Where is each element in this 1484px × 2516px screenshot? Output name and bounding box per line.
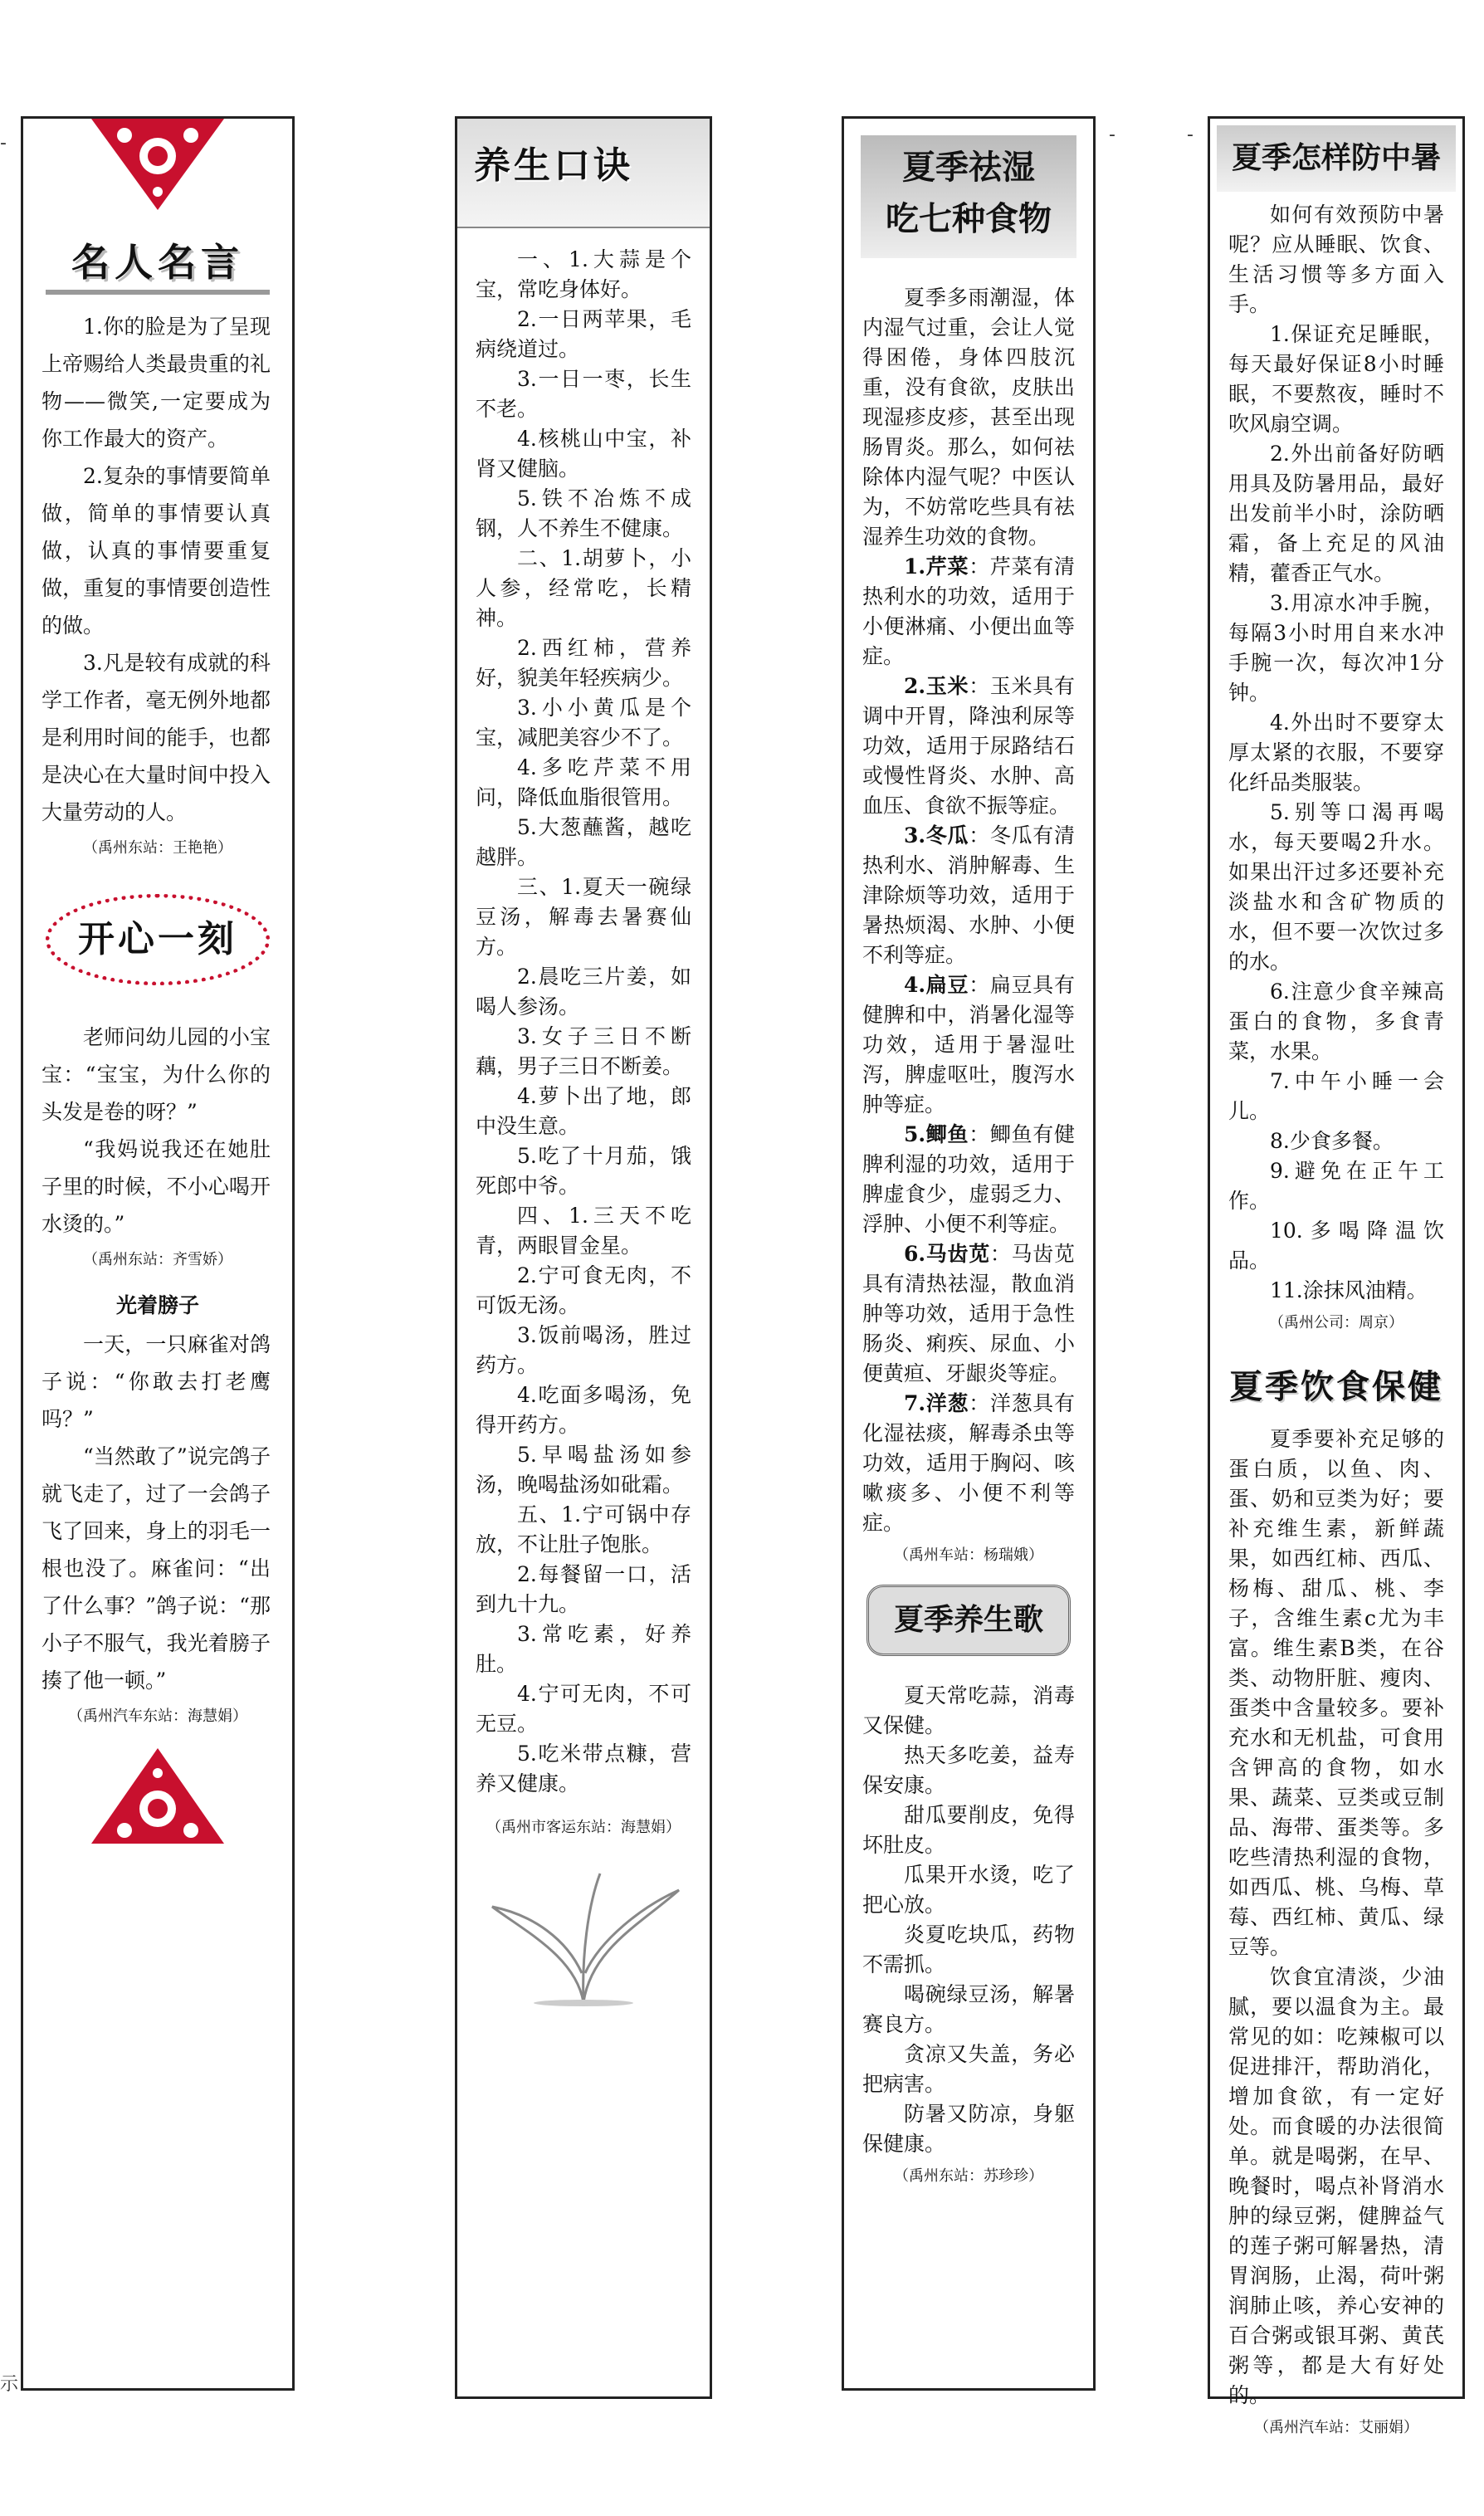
crop-mark: -: [1187, 125, 1194, 145]
rhyme-line: 4.核桃山中宝，补肾又健脑。: [476, 427, 691, 481]
food-item: [862, 821, 1075, 970]
rhyme-line: 3.小小黄瓜是个宝，减肥美容少不了。: [476, 696, 691, 750]
plant-illustration-icon: [476, 1857, 691, 2006]
rhyme-line: 3.女子三日不断藕，男子三日不断姜。: [476, 1024, 691, 1078]
tip: 7.中午小睡一会儿。: [1228, 1069, 1444, 1123]
rhyme-line: 4.多吃芹菜不用问，降低血脂很管用。: [476, 755, 691, 809]
food-name: 3.冬瓜: [904, 823, 969, 848]
red-ornament-icon: [91, 1744, 224, 1844]
quote-3: 3.凡是较有成就的科学工作者，毫无例外地都是利用时间的能手，也都是决心在大量时间中投入大量劳动的人。: [41, 651, 271, 824]
food-item: [862, 970, 1075, 1120]
joke2-line: “当然敢了”说完鸽子就飞走了，过了一会鸽子飞了回来，身上的羽毛一根也没了。麻雀问：“出了什么事？”鸽子说：“那小子不服气，我光着膀子揍了他一顿。”: [41, 1444, 271, 1693]
tip: 6.注意少食辛辣高蛋白的食物，多食青菜，水果。: [1228, 980, 1444, 1063]
food-text: ：鲫鱼有健脾利湿的功效，适用于脾虚食少，虚弱乏力、浮肿、小便不利等症。: [862, 1122, 1075, 1236]
intro-paragraph: 如何有效预防中暑呢？应从睡眠、饮食、生活习惯等多方面入手。: [1228, 203, 1444, 316]
rhyme-line: 5.吃了十月茄，饿死郎中爷。: [476, 1144, 691, 1198]
red-ornament-icon: [91, 119, 224, 218]
section-title-line1: 夏季祛湿: [902, 149, 1035, 187]
foods-source: （禹州车站：杨瑞娥）: [894, 1546, 1043, 1564]
food-text: ：芹菜有清热利水的功效，适用于小便淋痛、小便出血等症。: [862, 554, 1075, 668]
intro-paragraph: 夏季多雨潮湿，体内湿气过重，会让人觉得困倦，身体四肢沉重，没有食欲，皮肤出现湿疹皮疹，甚至出现肠胃炎。那么，如何祛除体内湿气呢？中医认为，不妨常吃些具有祛湿养生功效的食物。: [862, 286, 1075, 549]
food-name: 4.扁豆: [904, 973, 969, 997]
rhyme-line: 2.晨吃三片姜，如喝人参汤。: [476, 965, 691, 1019]
tip: 10.多喝降温饮品。: [1228, 1219, 1444, 1273]
section-title-famous-quotes: 名人名言: [46, 235, 270, 295]
title-banner: [861, 135, 1076, 258]
diet-paragraph: 饮食宜清淡，少油腻，要以温食为主。最常见的如：吃辣椒可以促进排汗，帮助消化，增加食欲，有一定好处。而食暖的办法很简单。就是喝粥，在早、晚餐时，喝点补肾消水肿的绿豆粥，健脾益气的莲子粥可解暑热，清胃润肠，止渴，荷叶粥润肺止咳，养心安神的百合粥或银耳粥、黄芪粥等，都是大有好处的。: [1228, 1965, 1444, 2407]
crop-mark: -: [0, 133, 7, 154]
rhyme-line: 2.每餐留一口，活到九十九。: [476, 1562, 691, 1616]
food-name: 6.马齿苋: [904, 1242, 990, 1266]
food-name: 7.洋葱: [904, 1391, 969, 1415]
food-text: ：玉米具有调中开胃，降浊利尿等功效，适用于尿路结石或慢性肾炎、水肿、高血压、食欲不振等症。: [862, 674, 1075, 818]
margin-mark: 示: [0, 2374, 19, 2395]
tip: 1.保证充足睡眠，每天最好保证8小时睡眠，不要熬夜，睡时不吹风扇空调。: [1228, 322, 1444, 436]
song-line: 炎夏吃块瓜，药物不需抓。: [862, 1922, 1075, 1976]
song-line: 瓜果开水烫，吃了把心放。: [862, 1863, 1075, 1917]
food-text: ：洋葱具有化湿祛痰，解毒杀虫等功效，适用于胸闷、咳嗽痰多、小便不利等症。: [862, 1391, 1075, 1535]
food-item: [862, 552, 1075, 672]
rhyme-line: 2.一日两苹果，毛病绕道过。: [476, 307, 691, 361]
rhyme-line: 4.萝卜出了地，郎中没生意。: [476, 1084, 691, 1138]
food-text: ：冬瓜有清热利水、消肿解毒、生津除烦等功效，适用于暑热烦渴、水肿、小便不利等症。: [862, 823, 1075, 967]
title-banner: [1217, 125, 1456, 192]
rhyme-line: 2.西红柿，营养好，貌美年轻疾病少。: [476, 636, 691, 690]
heatstroke-source: （禹州公司：周京）: [1269, 1314, 1403, 1331]
song-line: 贪凉又失盖，务必把病害。: [862, 2042, 1075, 2096]
joke1-line: “我妈说我还在她肚子里的时候，不小心喝开水烫的。”: [41, 1137, 271, 1236]
joke1-source: （禹州东站：齐雪娇）: [83, 1251, 232, 1268]
rhyme-line: 四、1.三天不吃青，两眼冒金星。: [476, 1204, 691, 1258]
quote-1: 1.你的脸是为了呈现上帝赐给人类最贵重的礼物——微笑,一定要成为你工作最大的资产。: [41, 315, 271, 451]
tip: 8.少食多餐。: [1270, 1129, 1394, 1153]
rhyme-line: 3.一日一枣，长生不老。: [476, 367, 691, 421]
rhyme-line: 一、1.大蒜是个宝，常吃身体好。: [476, 247, 691, 301]
title-banner: [457, 119, 710, 228]
food-text: ：马齿苋具有清热祛湿，散血消肿等功效，适用于急性肠炎、痢疾、尿血、小便黄疸、牙龈炎等症。: [862, 1242, 1075, 1385]
quote-2: 2.复杂的事情要简单做，简单的事情要认真做，认真的事情要重复做，重复的事情要创造性的做。: [41, 464, 271, 638]
food-item: [862, 1120, 1075, 1239]
section-title-summer-song: 夏季养生歌: [866, 1585, 1071, 1656]
food-name: 1.芹菜: [904, 554, 969, 579]
rhymes-source: （禹州市客运东站：海慧娟）: [486, 1819, 681, 1836]
section-title-fun-moment: 开心一刻: [46, 894, 270, 985]
tip: 3.用凉水冲手腕，每隔3小时用自来水冲手腕一次，每次冲1分钟。: [1228, 591, 1444, 705]
joke1-line: 老师问幼儿园的小宝宝：“宝宝，为什么你的头发是卷的呀？”: [41, 1025, 271, 1124]
rhyme-line: 2.宁可食无肉，不可饭无汤。: [476, 1263, 691, 1317]
rhyme-line: 3.常吃素，好养肚。: [476, 1622, 691, 1676]
rhyme-line: 3.饭前喝汤，胜过药方。: [476, 1323, 691, 1377]
quotes-source: （禹州东站：王艳艳）: [83, 839, 232, 857]
column-famous-quotes: [21, 116, 295, 2391]
song-line: 夏天常吃蒜，消毒又保健。: [862, 1683, 1075, 1737]
section-title-diet: 夏季饮食保健: [1229, 1368, 1443, 1406]
section-title-health-rhymes: 养生口诀: [474, 144, 633, 187]
rhyme-line: 5.吃米带点糠，营养又健康。: [476, 1742, 691, 1795]
food-text: ：扁豆具有健脾和中，消暑化湿等功效，适用于暑湿吐泻，脾虚呕吐，腹泻水肿等症。: [862, 973, 1075, 1116]
food-item: [862, 1239, 1075, 1389]
tip: 11.涂抹风油精。: [1270, 1278, 1428, 1302]
joke2-title: 光着膀子: [115, 1293, 199, 1317]
song-source: （禹州东站：苏珍珍）: [894, 2167, 1043, 2185]
rhyme-line: 4.吃面多喝汤，免得开药方。: [476, 1383, 691, 1437]
joke2-line: 一天，一只麻雀对鸽子说：“你敢去打老鹰吗？”: [41, 1332, 271, 1431]
section-title-heatstroke: 夏季怎样防中暑: [1231, 141, 1441, 175]
section-title-line2: 吃七种食物: [886, 200, 1052, 238]
food-item: [862, 672, 1075, 821]
rhyme-line: 三、1.夏天一碗绿豆汤，解毒去暑赛仙方。: [476, 875, 691, 959]
rhyme-line: 5.铁不冶炼不成钢，人不养生不健康。: [476, 486, 691, 540]
tip: 4.外出时不要穿太厚太紧的衣服，不要穿化纤品类服装。: [1228, 711, 1444, 794]
crop-mark: -: [1109, 125, 1115, 145]
column-dampness-foods: [842, 116, 1096, 2391]
rhyme-line: 5.大葱蘸酱，越吃越胖。: [476, 815, 691, 869]
food-name: 5.鲫鱼: [904, 1122, 969, 1146]
column-heatstroke: [1208, 116, 1465, 2436]
rhyme-line: 五、1.宁可锅中存放，不让肚子饱胀。: [476, 1502, 691, 1556]
tip: 5.别等口渴再喝水，每天要喝2升水。如果出汗过多还要补充淡盐水和含矿物质的水，但不要一次饮过多的水。: [1228, 800, 1444, 974]
song-line: 防暑又防凉，身躯保健康。: [862, 2102, 1075, 2156]
song-line: 热天多吃姜，益寿保安康。: [862, 1743, 1075, 1797]
rhyme-line: 5.早喝盐汤如参汤，晚喝盐汤如砒霜。: [476, 1443, 691, 1497]
rhyme-line: 二、1.胡萝卜，小人参，经常吃，长精神。: [476, 546, 691, 630]
rhyme-line: 4.宁可无肉，不可无豆。: [476, 1682, 691, 1736]
tip: 2.外出前备好防晒用具及防暑用品，最好出发前半小时，涂防晒霜，备上充足的风油精，藿香正气水。: [1228, 442, 1444, 585]
food-name: 2.玉米: [904, 674, 969, 698]
diet-source: （禹州汽车站：艾丽娟）: [1254, 2419, 1418, 2436]
food-item: [862, 1389, 1075, 1538]
song-line: 喝碗绿豆汤，解暑赛良方。: [862, 1982, 1075, 2036]
joke2-source: （禹州汽车东站：海慧娟）: [68, 1707, 247, 1725]
column-health-rhymes: [455, 116, 712, 2399]
tip: 9.避免在正午工作。: [1228, 1159, 1444, 1213]
song-line: 甜瓜要削皮，免得坏肚皮。: [862, 1803, 1075, 1857]
diet-paragraph: 夏季要补充足够的蛋白质，以鱼、肉、蛋、奶和豆类为好；要补充维生素，新鲜蔬果，如西红柿、西瓜、杨梅、甜瓜、桃、李子，含维生素c尤为丰富。维生素B类，在谷类、动物肝脏、瘦肉、蛋类中含量较多。要补充水和无机盐，可食用含钾高的食物，如水果、蔬菜、豆类或豆制品、海带、蛋类等。多吃些清热利湿的食物，如西瓜、桃、乌梅、草莓、西红柿、黄瓜、绿豆等。: [1228, 1427, 1444, 1959]
